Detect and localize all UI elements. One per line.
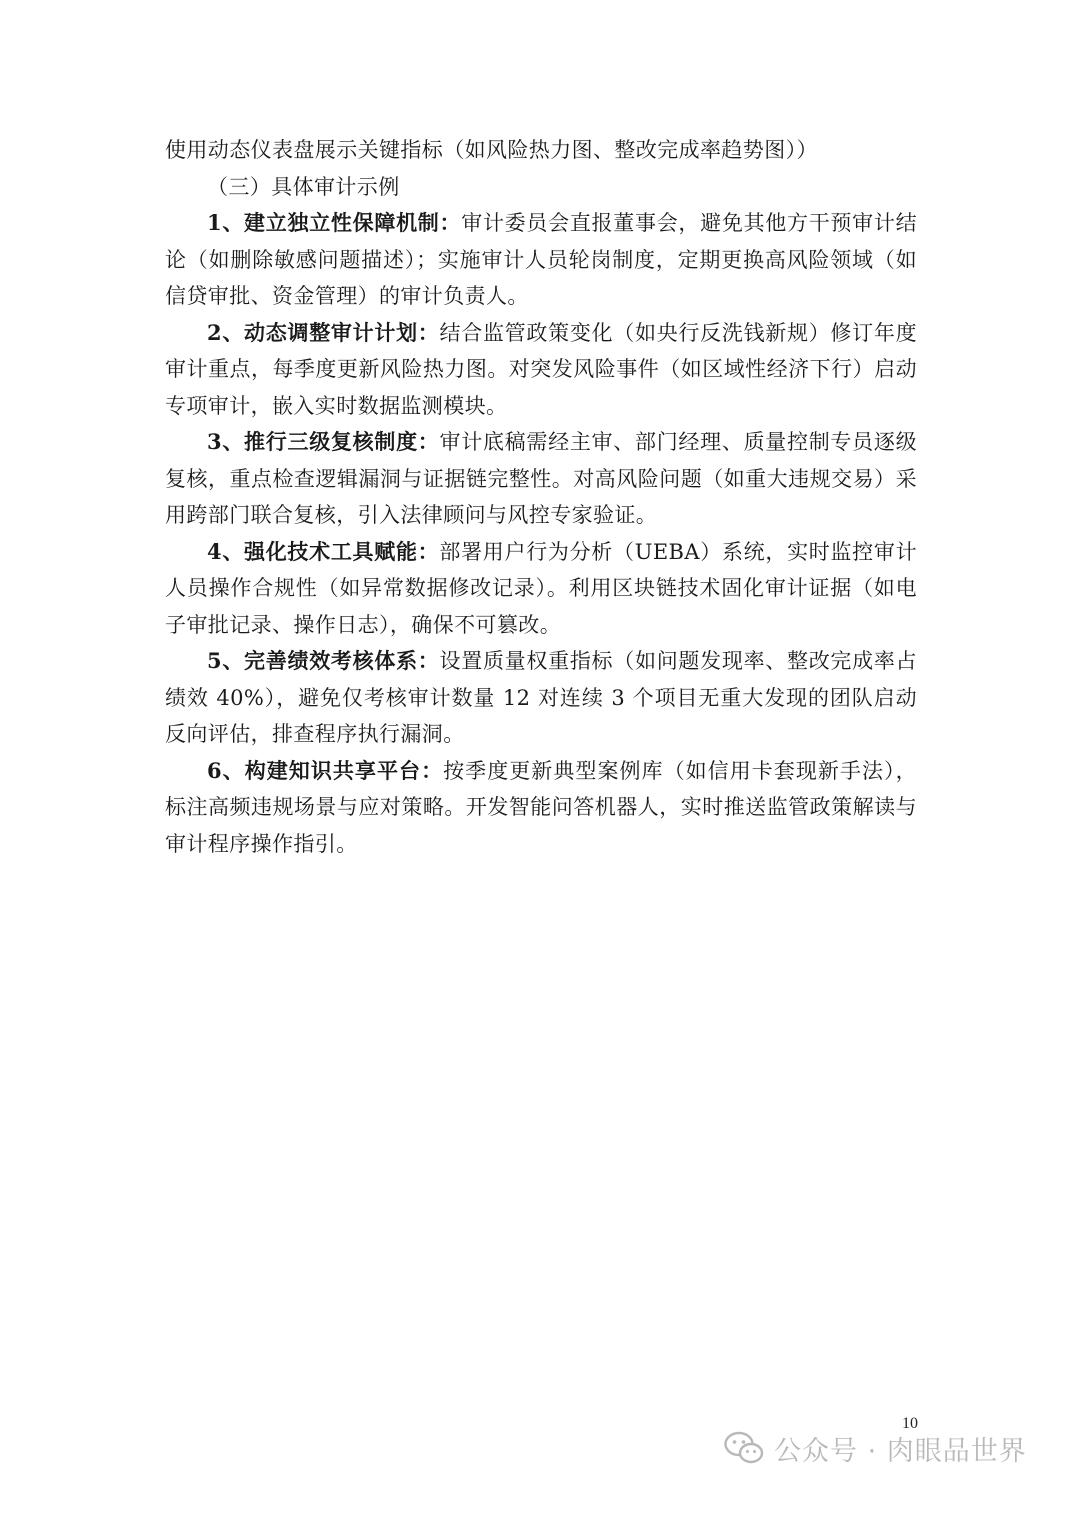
list-item [165, 424, 917, 534]
item-body: 按季度更新典型案例库（如信用卡套现新手法），标注高频违规场景与应对策略。开发智能问答机器人，实时推送监管政策解读与审计程序操作指引。 [165, 758, 917, 856]
item-title: 2、动态调整审计计划： [207, 319, 440, 345]
item-title: 5、完善绩效考核体系： [207, 648, 440, 673]
item-title: 4、强化技术工具赋能： [207, 538, 440, 564]
item-title: 6、构建知识共享平台： [207, 757, 444, 783]
item-body: 审计底稿需经主审、部门经理、质量控制专员逐级复核，重点检查逻辑漏洞与证据链完整性。对高风险问题（如重大违规交易）采用跨部门联合复核，引入法律顾问与风控专家验证。 [165, 430, 917, 527]
item-body: 审计委员会直报董事会，避免其他方干预审计结论（如删除敏感问题描述）；实施审计人员轮岗制度，定期更换高风险领域（如信贷审批、资金管理）的审计负责人。 [165, 211, 917, 308]
item-body: 结合监管政策变化（如央行反洗钱新规）修订年度审计重点，每季度更新风险热力图。对突发风险事件（如区域性经济下行）启动专项审计，嵌入实时数据监测模块。 [165, 320, 917, 418]
page-number: 10 [902, 1415, 918, 1432]
section-heading: （三）具体审计示例 [207, 174, 400, 199]
item-title: 1、建立独立性保障机制： [207, 210, 462, 235]
continuation-line: 使用动态仪表盘展示关键指标（如风险热力图、整改完成率趋势图）） [165, 138, 818, 162]
list-item [165, 205, 917, 315]
item-body: 部署用户行为分析（UEBA）系统，实时监控审计人员操作合规性（如异常数据修改记录）。利用区块链技术固化审计证据（如电子审批记录、操作日志），确保不可篡改。 [165, 539, 917, 637]
wechat-icon [724, 1431, 764, 1465]
document-body [165, 132, 917, 862]
watermark [724, 1428, 1027, 1468]
watermark-text: 公众号 · 肉眼品世界 [774, 1435, 1027, 1467]
list-item [165, 534, 917, 644]
item-body: 设置质量权重指标（如问题发现率、整改完成率占绩效 40%），避免仅考核审计数量 12 对连续 3 个项目无重大发现的团队启动反向评估，排查程序执行漏洞。 [165, 649, 917, 746]
item-title: 3、推行三级复核制度： [207, 429, 440, 454]
list-item [165, 315, 917, 425]
list-item [165, 753, 917, 863]
list-item [165, 643, 917, 753]
